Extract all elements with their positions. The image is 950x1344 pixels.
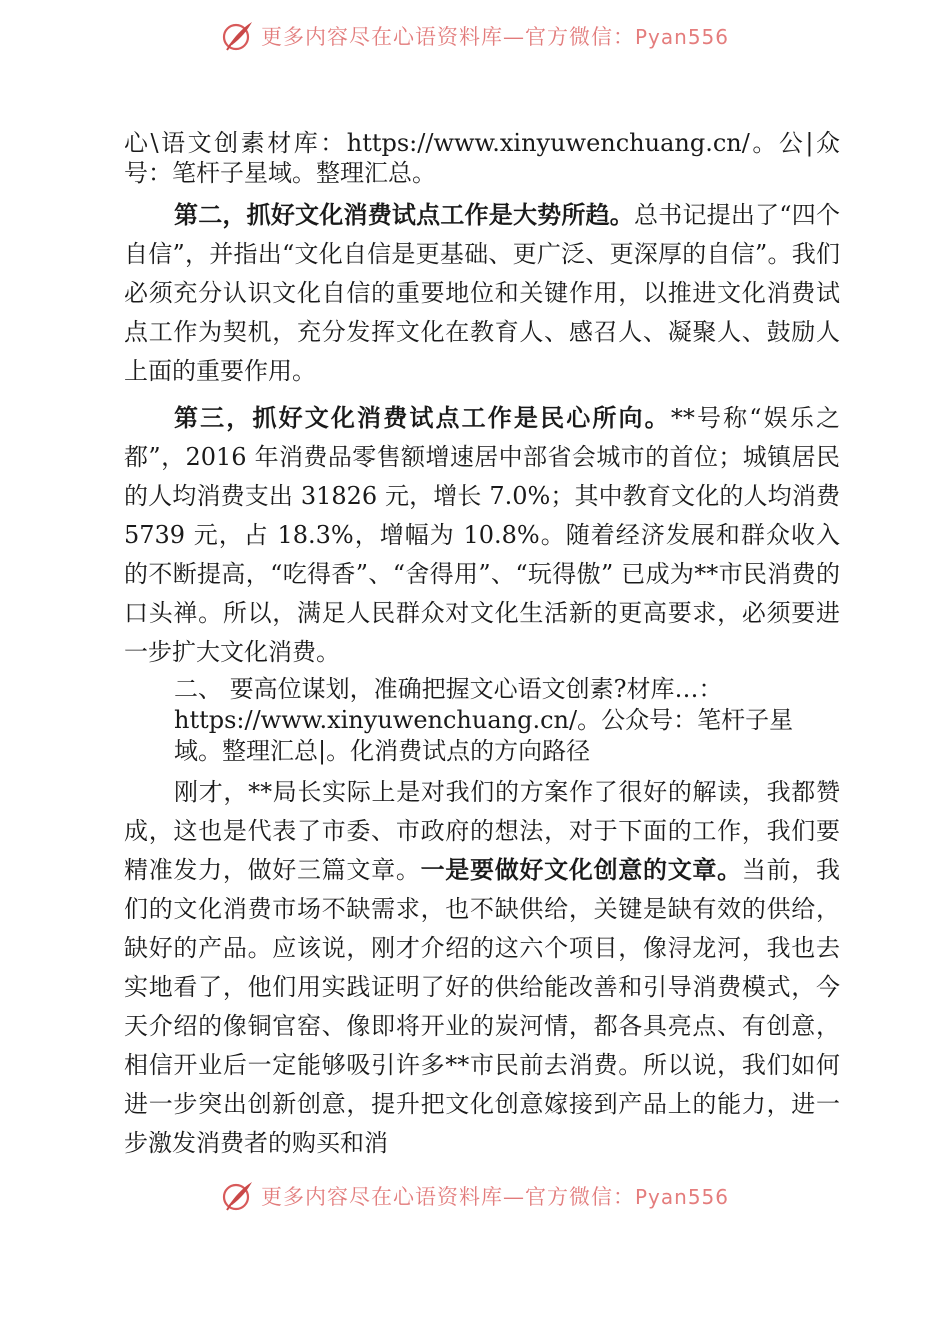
watermark-text: 更多内容尽在心语资料库—官方微信：Pyan556	[260, 1185, 729, 1209]
source-note-paragraph: 心\语文创素材库：https://www.xinyuwenchuang.cn/。公|众号：笔杆子星域。整理汇总。	[124, 129, 840, 187]
footer-watermark-banner	[0, 1176, 950, 1216]
watermark-text: 更多内容尽在心语资料库—官方微信：Pyan556	[260, 25, 729, 49]
section-heading-two: 二、 要高位谋划，准确把握文心语文创素?材库…：https://www.xinyuwenchuang.cn/。公众号：笔杆子星域。整理汇总|。化消费试点的方向路径	[174, 675, 794, 765]
paragraph-third-point: 第三，抓好文化消费试点工作是民心所向。**号称“娱乐之都”，2016 年消费品零售额增速居中部省会城市的首位；城镇居民的人均消费支出 31826 元，增长 7.0%；其中教育文化的人均消费 5739 元，占 18.3%，增幅为 10.8%。随着经济发展和群众收入的不断提高，“吃得香”、“舍得用”、“玩得傲” 已成为**市民消费的口头禅。所以，满足人民群众对文化生活新的更高要求，必须要进一步扩大文化消费。	[124, 404, 840, 666]
document-body	[124, 128, 840, 1163]
paragraph-creative: 刚才，**局长实际上是对我们的方案作了很好的解读，我都赞成，这也是代表了市委、市政府的想法，对于下面的工作，我们要精准发力，做好三篇文章。一是要做好文化创意的文章。当前，我们的文化消费市场不缺需求，也不缺供给，关键是缺有效的供给，缺好的产品。应该说，刚才介绍的这六个项目，像浔龙河，我也去实地看了，他们用实践证明了好的供给能改善和引导消费模式，今天介绍的像铜官窑、像即将开业的炭河情，都各具亮点、有创意，相信开业后一定能够吸引许多**市民前去消费。所以说，我们如何进一步突出创新创意，提升把文化创意嫁接到产品上的能力，进一步激发消费者的购买和消	[124, 778, 841, 1157]
bold-lead-creative: 一是要做好文化创意的文章。	[420, 856, 742, 884]
bold-lead-third: 第三，抓好文化消费试点工作是民心所向。	[174, 404, 671, 432]
quill-logo-icon	[221, 19, 255, 53]
quill-logo-icon	[221, 1179, 255, 1213]
bold-lead-second: 第二，抓好文化消费试点工作是大势所趋。	[174, 201, 635, 229]
header-watermark-banner	[0, 16, 950, 56]
paragraph-second-point: 第二，抓好文化消费试点工作是大势所趋。总书记提出了“四个自信”，并指出“文化自信是更基础、更广泛、更深厚的自信”。我们必须充分认识文化自信的重要地位和关键作用，以推进文化消费试点工作为契机，充分发挥文化在教育人、感召人、凝聚人、鼓励人上面的重要作用。	[124, 201, 840, 385]
